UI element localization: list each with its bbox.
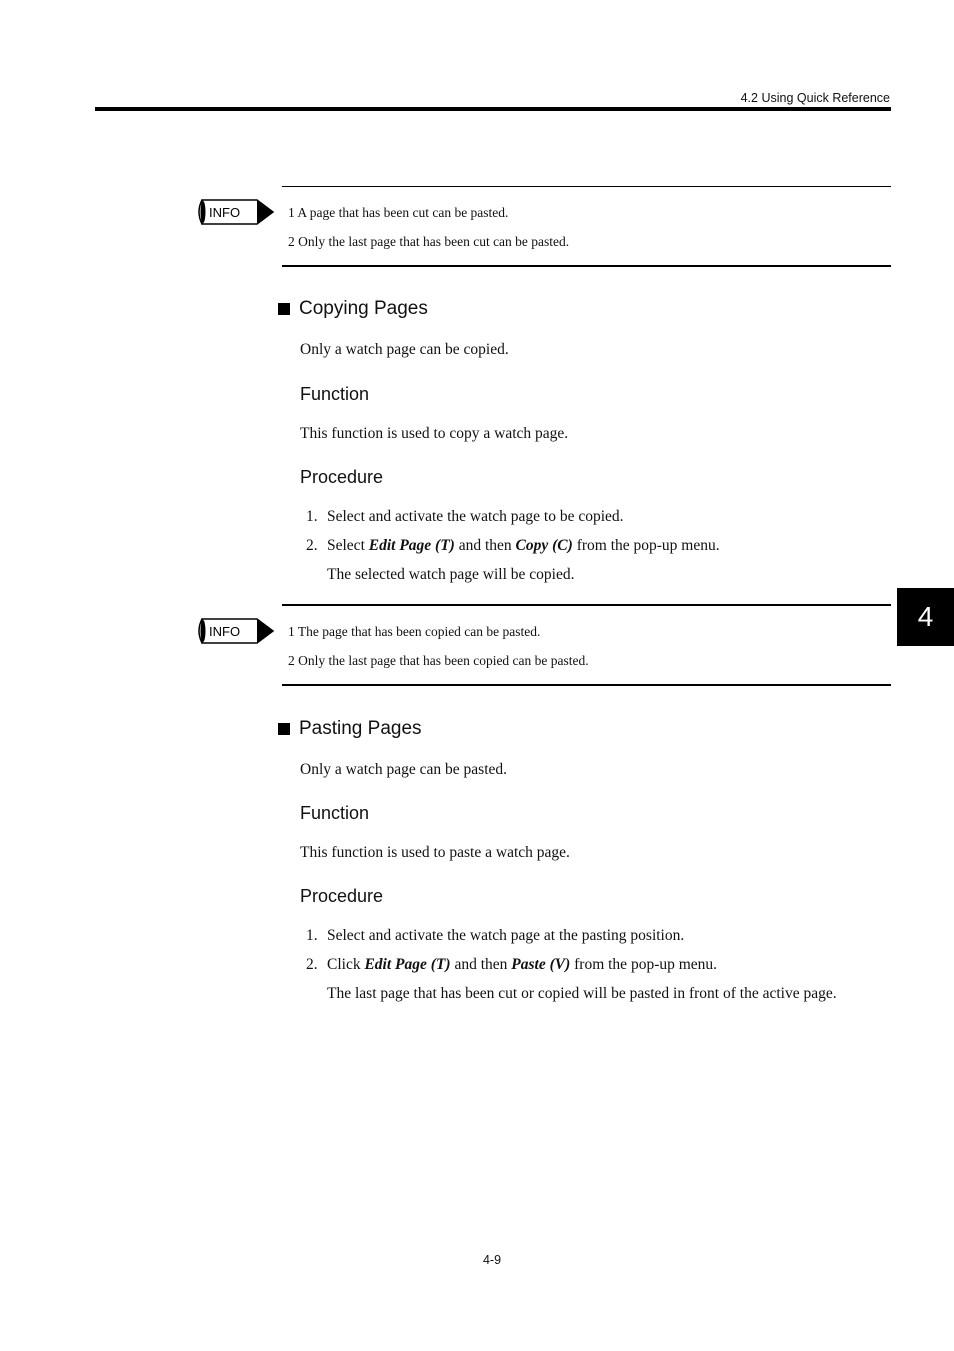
running-header: 4.2 Using Quick Reference [740,91,890,105]
step-text: Select and activate the watch page to be copied. [327,508,624,525]
chapter-tab: 4 [897,588,954,646]
step-result: The last page that has been cut or copied will be pasted in front of the active page. [327,985,837,1002]
menu-command: Paste (V) [511,956,571,973]
step-text-pre: Select [327,537,369,554]
step-number: 1. [306,508,318,525]
step-text: Select and activate the watch page at the pasting position. [327,927,685,944]
step-text-mid: and then [450,956,512,973]
info-icon-label: INFO [209,624,241,639]
square-bullet-icon [278,723,290,735]
info-pencil-icon [195,198,277,226]
info-box-bottom-rule [282,265,891,267]
info-box-top-rule [282,186,891,187]
info-note-line: 2 Only the last page that has been cut can be pasted. [288,234,570,249]
procedure-heading: Procedure [300,467,384,487]
header-rule [95,107,891,111]
section-title: Pasting Pages [299,718,422,739]
info-box-top-rule [282,604,891,606]
procedure-heading: Procedure [300,886,384,906]
section-intro: Only a watch page can be copied. [300,341,509,358]
step-text-post: from the pop-up menu. [572,537,720,554]
info-icon-label: INFO [209,205,241,220]
menu-command: Copy (C) [515,537,573,554]
menu-command: Edit Page (T) [368,537,455,554]
function-text: This function is used to paste a watch page. [300,844,570,861]
info-note-line: 1 The page that has been copied can be pasted. [288,624,541,639]
info-note-line: 1 A page that has been cut can be pasted. [288,205,509,220]
section-heading-pasting [278,718,422,740]
step-number: 1. [306,927,318,944]
step-text [327,956,717,974]
function-text: This function is used to copy a watch page. [300,425,569,442]
info-pencil-icon [195,617,277,645]
square-bullet-icon [278,303,290,315]
info-box-bottom-rule [282,684,891,686]
menu-command: Edit Page (T) [364,956,451,973]
step-number: 2. [306,956,318,973]
function-heading: Function [300,384,370,404]
step-text-post: from the pop-up menu. [570,956,718,973]
function-heading: Function [300,803,370,823]
step-text [327,537,720,555]
info-note-line: 2 Only the last page that has been copied can be pasted. [288,653,589,668]
step-text-mid: and then [454,537,516,554]
section-heading-copying [278,298,428,320]
step-number: 2. [306,537,318,554]
section-title: Copying Pages [299,298,428,319]
step-text-pre: Click [327,956,365,973]
page-number: 4-9 [482,1253,502,1267]
section-intro: Only a watch page can be pasted. [300,761,508,778]
step-result: The selected watch page will be copied. [327,566,575,583]
